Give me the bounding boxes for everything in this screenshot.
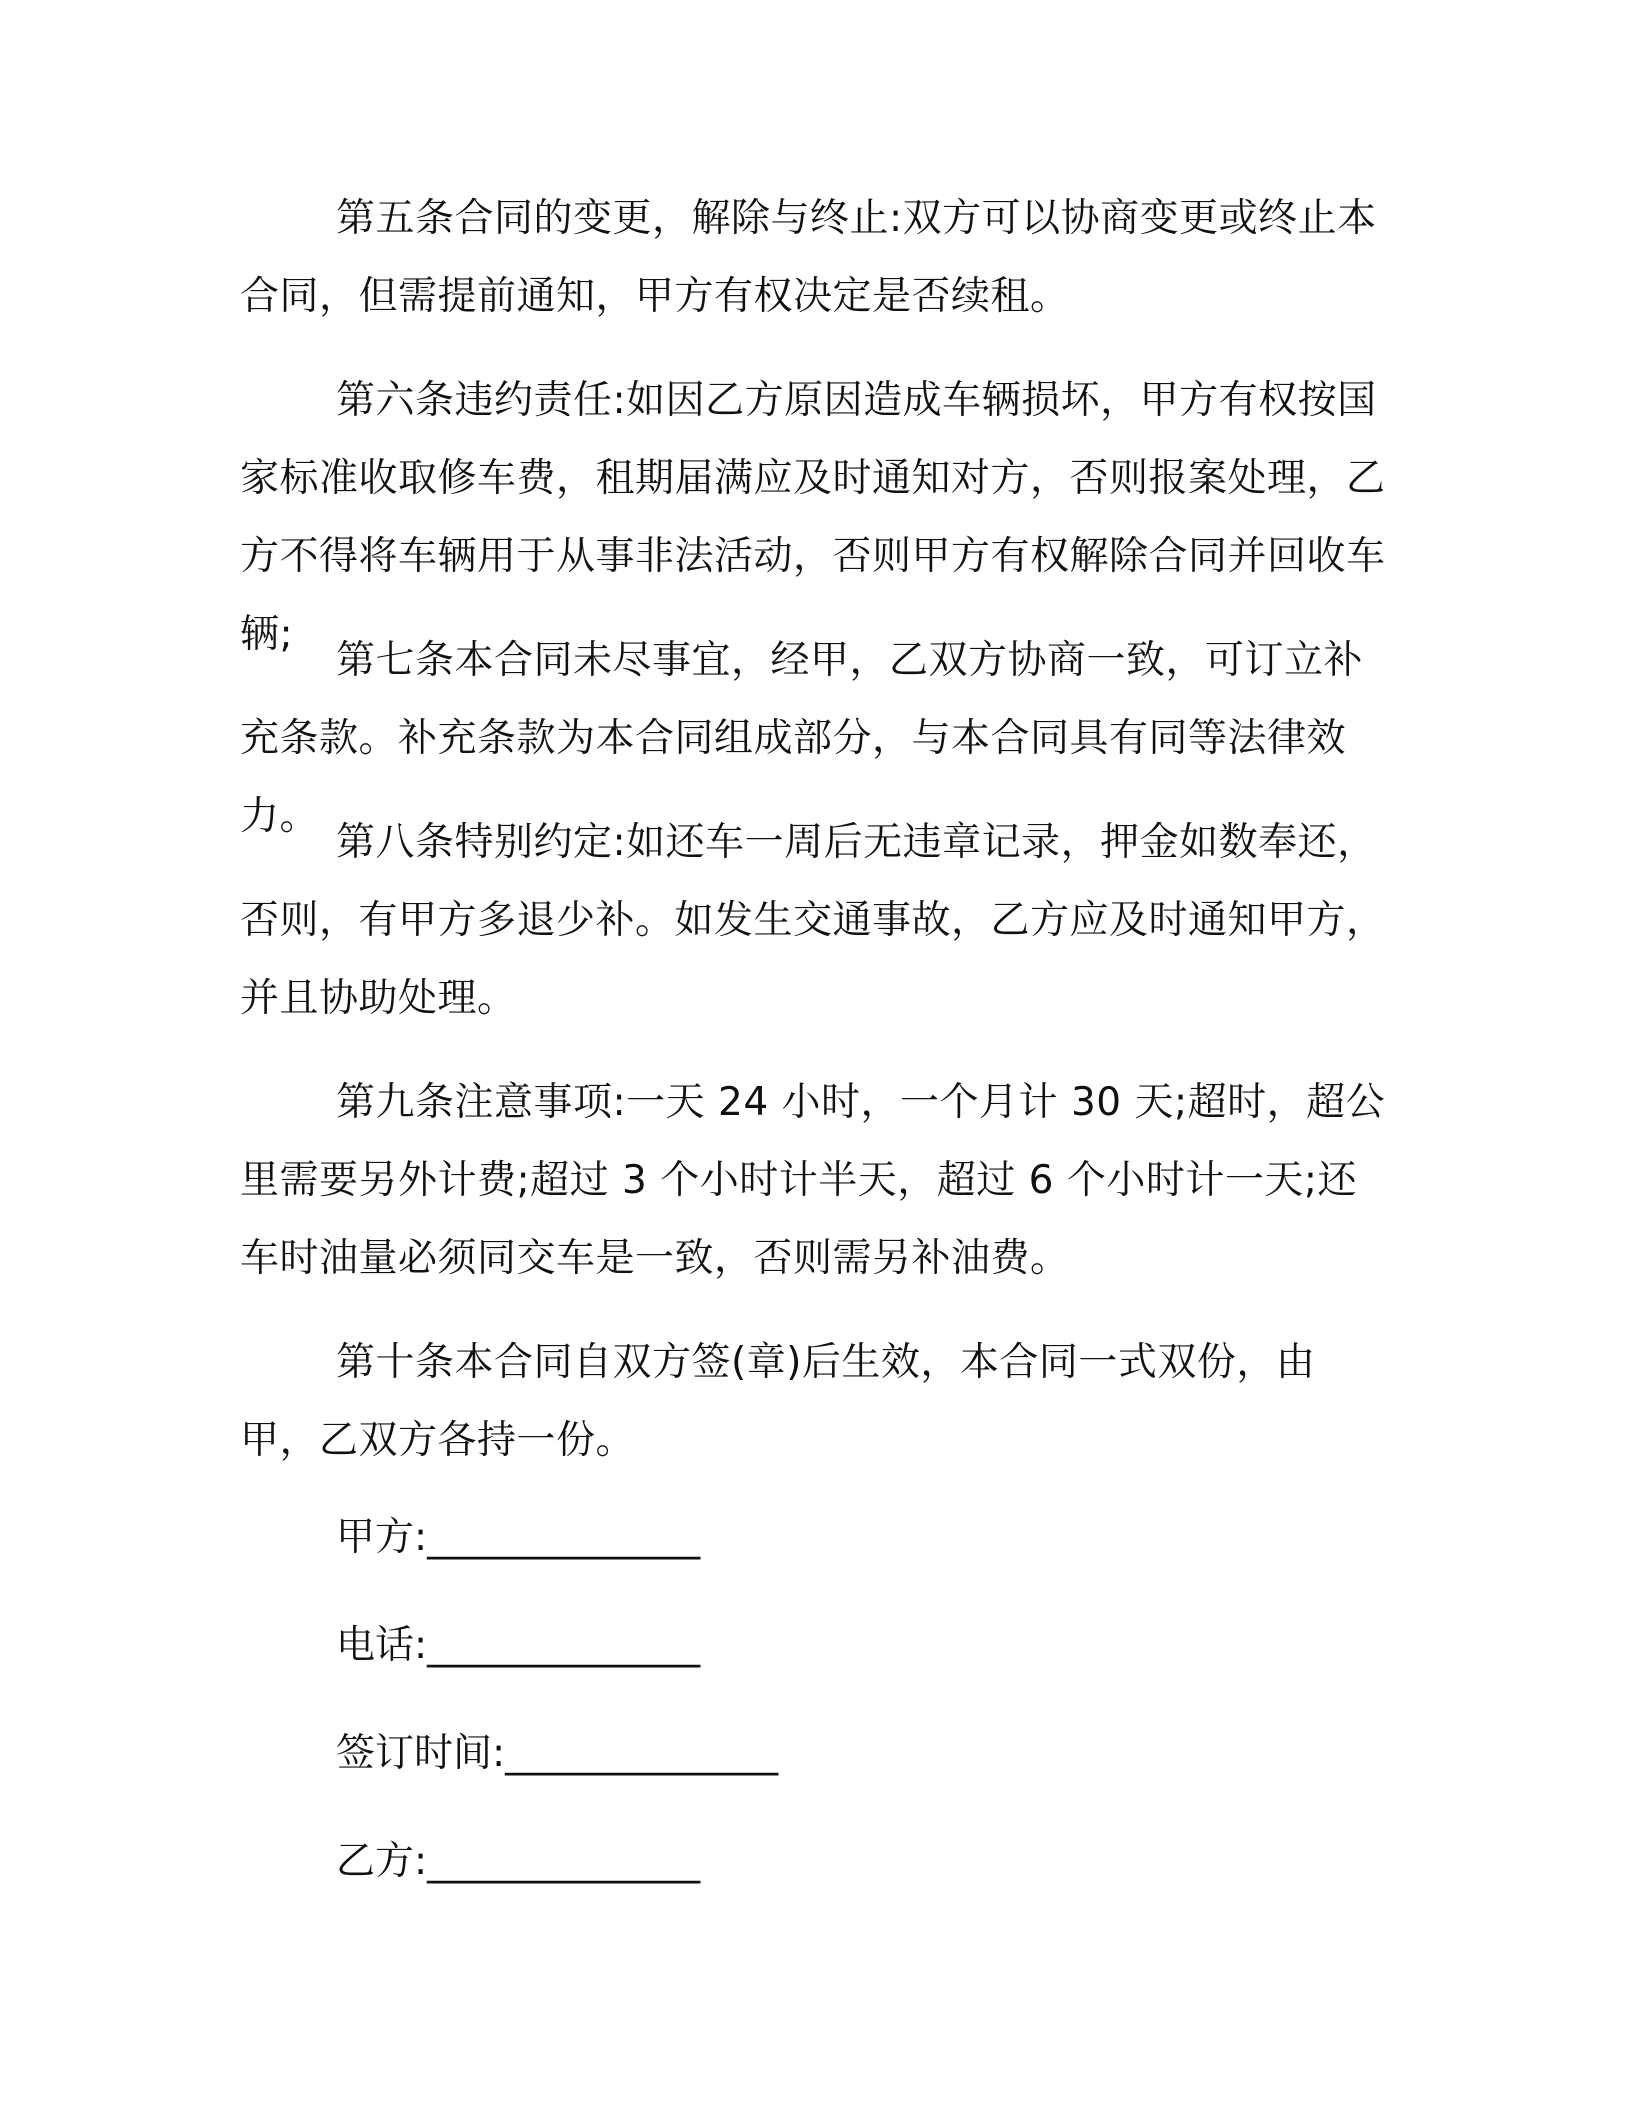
clause-5: 第五条合同的变更，解除与终止:双方可以协商变更或终止本合同，但需提前通知，甲方有权决定是否续租。 <box>240 196 1377 319</box>
clause-7: 第七条本合同未尽事宜，经甲，乙双方协商一致，可订立补充条款。补充条款为本合同组成部分，与本合同具有同等法律效力。 <box>240 638 1364 839</box>
clause-10: 第十条本合同自双方签(章)后生效，本合同一式双份，由甲，乙双方各持一份。 <box>240 1340 1316 1463</box>
party-a-signature-line: 甲方:______________ <box>336 1515 701 1560</box>
clause-9: 第九条注意事项:一天 24 小时，一个月计 30 天;超时，超公里需要另外计费;超过 3 个小时计半天，超过 6 个小时计一天;还车时油量必须同交车是一致，否则需另补油费。 <box>240 1080 1386 1281</box>
phone-signature-line: 电话:______________ <box>336 1623 701 1668</box>
sign-date-line: 签订时间:______________ <box>336 1731 779 1776</box>
clause-8: 第八条特别约定:如还车一周后无违章记录，押金如数奉还，否则，有甲方多退少补。如发生交通事故，乙方应及时通知甲方，并且协助处理。 <box>240 820 1386 1021</box>
party-b-signature-line: 乙方:______________ <box>336 1839 701 1884</box>
clause-6: 第六条违约责任:如因乙方原因造成车辆损坏，甲方有权按国家标准收取修车费，租期届满应及时通知对方，否则报案处理，乙方不得将车辆用于从事非法活动，否则甲方有权解除合同并回收车辆; <box>240 378 1386 657</box>
